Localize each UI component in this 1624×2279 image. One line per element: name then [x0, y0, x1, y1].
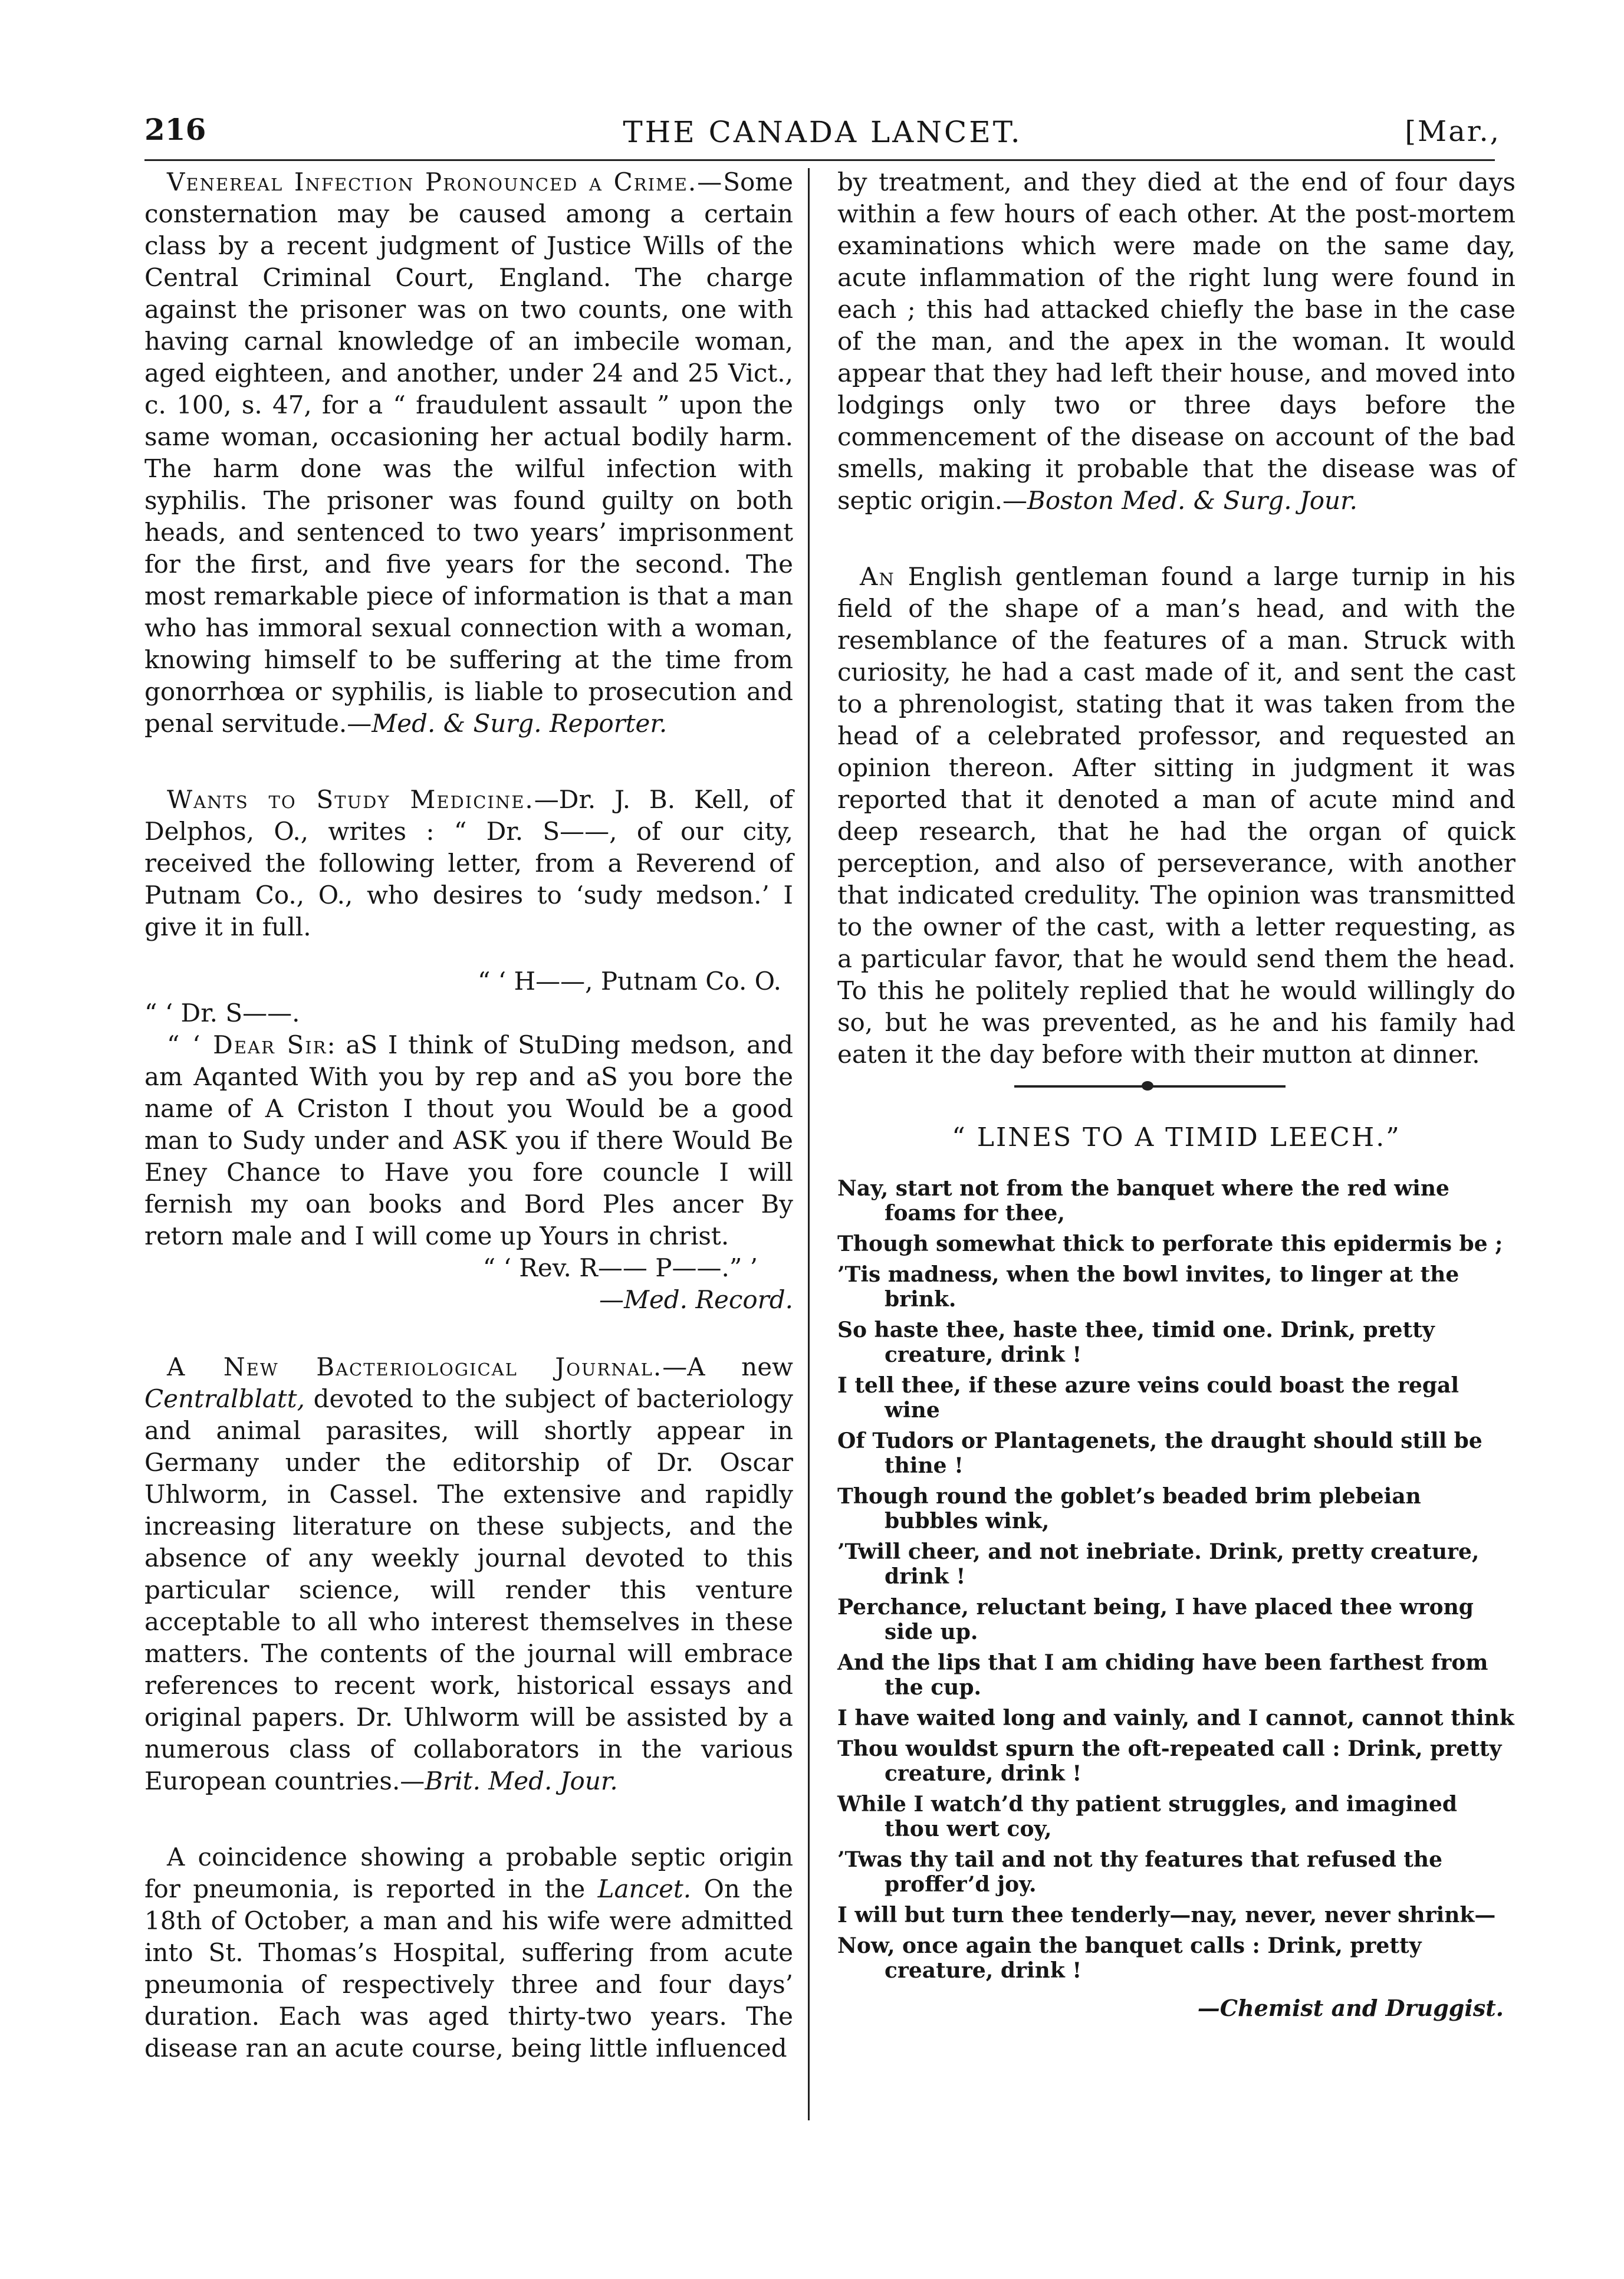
issue-month: [Mar., [1405, 115, 1501, 148]
page-number: 216 [144, 112, 206, 147]
poem [837, 1176, 1515, 1983]
column-rule [808, 168, 810, 2120]
article-body-start: A coincidence showing a probable septic origin for pneumonia, is reported in the [144, 1843, 793, 1903]
poem-line: ’Tis madness, when the bowl invites, to linger at the brink. [837, 1262, 1459, 1312]
article-turnip-phrenologist [837, 561, 1515, 1070]
poem-line: Of Tudors or Plantagenets, the draught should still be thine ! [837, 1429, 1482, 1478]
article-body: by treatment, and they died at the end of four days within a few hours of each other. At the post-mortem examinations which were made on the same day, acute inflammation of the right lung were found in each ; this had attacked chiefly the base in the case of the man, and the apex in the woman. It would appear that they had left their house, and moved into lodgings only two or three days before the commencement of the disease on account of the bad smells, making it probable that the disease was of septic origin.— [837, 168, 1515, 515]
poem-line: Nay, start not from the banquet where the red wine foams for thee, [837, 1176, 1449, 1226]
article-source: Brit. Med. Jour. [425, 1766, 618, 1795]
letter-text: : aS I think of StuDing medson, and am Aqanted With you by rep and aS you bore the name of A Criston I thout you Would be a good man to Sudy under and ASK you if there Would Be Eney Chance to Have you fore councle I will fernish my oan books and Bord Ples ancer By retorn male and I will come up Yours in christ. [144, 1030, 793, 1250]
running-header [144, 112, 1501, 165]
article-title: A New Bacteriological Journal. [167, 1352, 663, 1381]
letter-place: “ ‘ H——, Putnam Co. O. [477, 967, 781, 996]
journal-name: Centralblatt, [144, 1384, 305, 1413]
article-title: Wants to Study Medicine. [167, 785, 534, 814]
letter-opening: “ ‘ Dear Sir [167, 1030, 327, 1059]
article-venereal-infection [144, 166, 793, 740]
section-ornament [837, 1075, 1515, 1099]
letter-body [144, 1029, 793, 1252]
article-body: —Dr. J. B. Kell, of Delphos, O., writes : “ Dr. S——, of our city, received the following letter, from a Reverend of Putnam Co., O., who desires to ‘sudy medson.’ I give it in full. [144, 785, 793, 941]
poem-line: Now, once again the banquet calls : Drink, pretty creature, drink ! [837, 1933, 1422, 1983]
poem-line: Thou wouldst spurn the oft-repeated call : Drink, pretty creature, drink ! [837, 1736, 1502, 1786]
article-source: —Med. Record. [599, 1285, 793, 1314]
poem-line: I will but turn thee tenderly—nay, never, never shrink— [837, 1903, 1496, 1927]
poem-line: Though somewhat thick to perforate this epidermis be ; [837, 1232, 1503, 1256]
article-wants-to-study-medicine [144, 784, 793, 943]
poem-line: Perchance, reluctant being, I have placed thee wrong side up. [837, 1595, 1474, 1644]
poem-title: “ LINES TO A TIMID LEECH.” [952, 1122, 1401, 1152]
poem-line: So haste thee, haste thee, timid one. Drink, pretty creature, drink ! [837, 1318, 1435, 1367]
poem-source: —Chemist and Druggist. [1197, 1995, 1504, 2021]
article-body: English gentleman found a large turnip in his field of the shape of a man’s head, and with the resemblance of the features of a man. Struck with curiosity, he had a cast made of it, and sent the cast to a phrenologist, stating that it was taken from the head of a celebrated professor, and requested an opinion thereon. After sitting in judgment it was reported that it denoted a man of acute mind and deep research, that he had the organ of quick perception, and also of perseverance, with another that indicated credulity. The opinion was transmitted to the owner of the cast, with a letter requesting, as a particular favor, that he would send them the head. To this he politely replied that he would willingly do so, but he was prevented, as he and his family had eaten it the day before with their mutton at dinner. [837, 562, 1515, 1069]
article-bacteriological-journal [144, 1351, 793, 1797]
left-column [144, 166, 793, 2064]
poem-line: I have waited long and vainly, and I cannot, cannot think [837, 1706, 1514, 1730]
article-source: Med. & Surg. Reporter. [372, 709, 668, 738]
poem-line: I tell thee, if these azure veins could boast the regal wine [837, 1373, 1459, 1423]
letter-signature: “ ‘ Rev. R—— P——.” ’ [482, 1253, 758, 1282]
poem-line: ’Twas thy tail and not thy features that refused the proffer’d joy. [837, 1847, 1442, 1897]
article-body-start: —A new [662, 1352, 793, 1381]
poem-line: Though round the goblet’s beaded brim plebeian bubbles wink, [837, 1484, 1421, 1533]
article-septic-pneumonia-continued [837, 166, 1515, 517]
article-body: devoted to the subject of bacteriology and animal parasites, will shortly appear in Germany under the editorship of Dr. Oscar Uhlworm, in Cassel. The extensive and rapidly increasing literature on these subjects, and the absence of any weekly journal devoted to this particular science, will render this venture acceptable to all who interest themselves in these matters. The contents of the journal will embrace references to recent work, historical essays and original papers. Dr. Uhlworm will be assisted by a numerous class of collaborators in the various European countries.— [144, 1384, 793, 1795]
article-body: Some consternation may be caused among a certain class by a recent judgment of Justice Wills of the Central Criminal Court, England. The charge against the prisoner was on two counts, one with having carnal knowledge of an imbecile woman, aged eighteen, and another, under 24 and 25 Vict., c. 100, s. 47, for a “ fraudulent assault ” upon the same woman, occasioning her actual bodily harm. The harm done was the wilful infection with syphilis. The prisoner was found guilty on both heads, and sentenced to two years’ imprisonment for the first, and five years for the second. The most remarkable piece of information is that a man who has immoral sexual connection with a woman, knowing himself to be suffering at the time from gonorrhœa or syphilis, is liable to prosecution and penal servitude.— [144, 168, 793, 738]
article-body: On the 18th of October, a man and his wife were admitted into St. Thomas’s Hospital, suffering from acute pneumonia of respectively three and four days’ duration. Each was aged thirty-two years. The disease ran an acute course, being little influenced [144, 1874, 794, 2063]
header-rule [144, 159, 1495, 161]
article-source: Boston Med. & Surg. Jour. [1027, 486, 1357, 515]
article-title: Venereal Infection Pronounced a Crime.— [167, 168, 724, 196]
journal-title: THE CANADA LANCET. [623, 115, 1023, 149]
right-column [837, 166, 1515, 2021]
letter-salutation: “ ‘ Dr. S——. [144, 999, 300, 1027]
poem-line: And the lips that I am chiding have been farthest from the cup. [837, 1650, 1488, 1700]
poem-line: While I watch’d thy patient struggles, and imagined thou wert coy, [837, 1792, 1458, 1841]
poem-line: ’Twill cheer, and not inebriate. Drink, pretty creature, drink ! [837, 1539, 1480, 1589]
article-lead: An [860, 562, 895, 591]
article-septic-pneumonia [144, 1841, 793, 2064]
journal-name: Lancet. [597, 1874, 692, 1903]
